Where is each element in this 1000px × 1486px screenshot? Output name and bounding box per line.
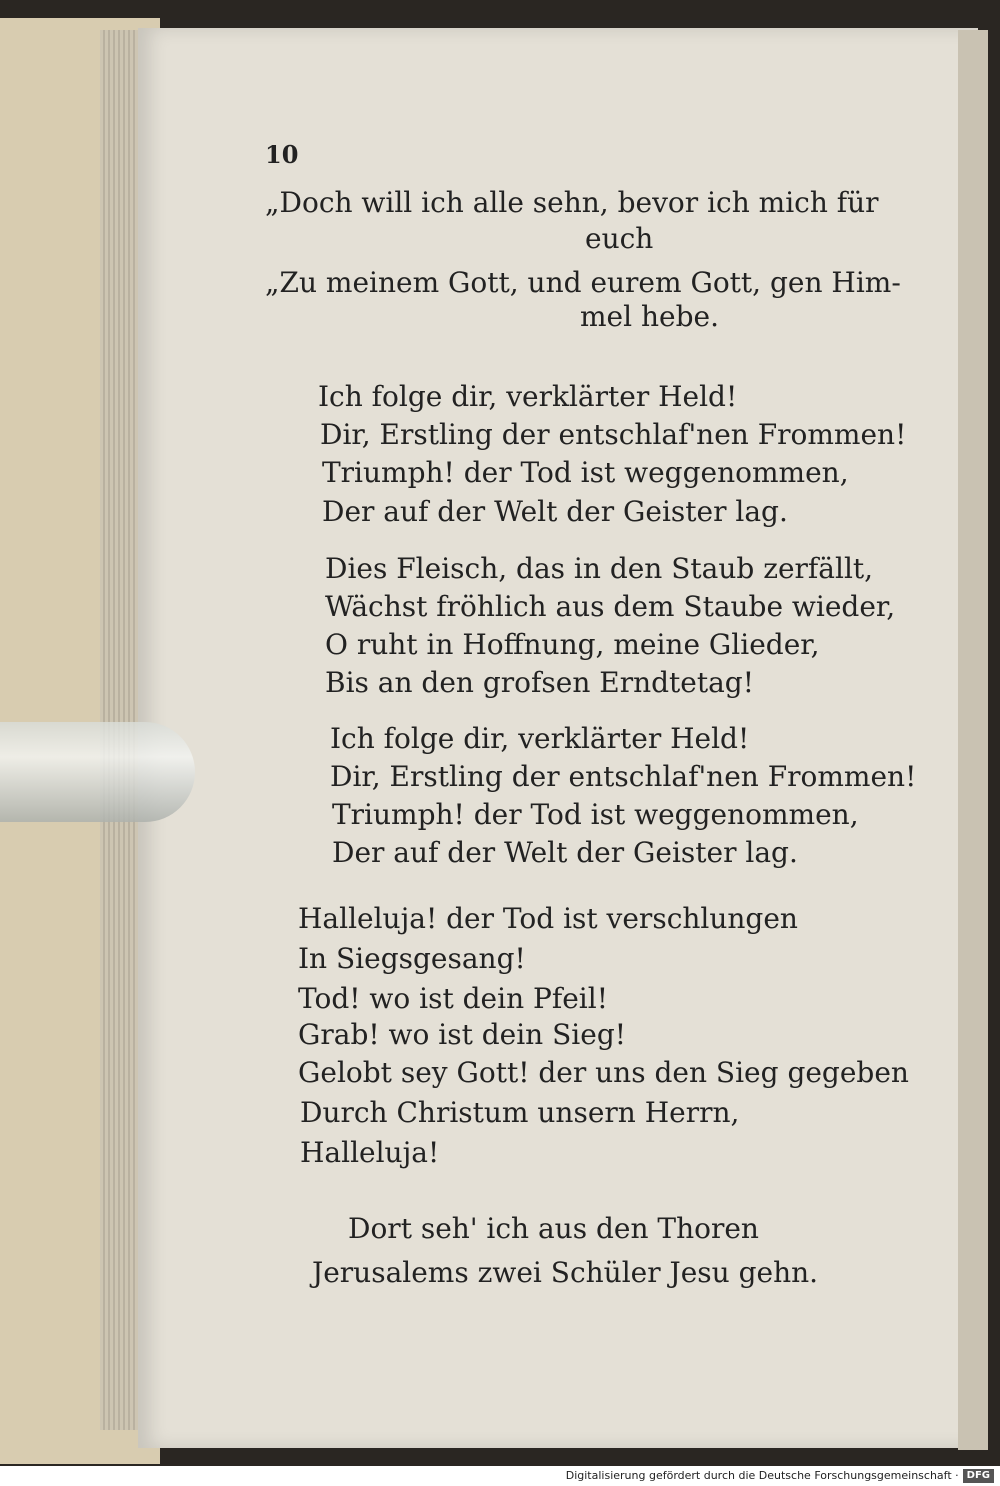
verse-line: „Zu meinem Gott, und eurem Gott, gen Him- <box>265 266 901 299</box>
glass-page-holder <box>0 722 195 822</box>
verse-line: Dir, Erstling der entschlaf'nen Frommen! <box>320 418 907 451</box>
verse-line: mel hebe. <box>580 300 719 333</box>
verse-line: euch <box>585 222 654 255</box>
verse-line: Jerusalems zwei Schüler Jesu gehn. <box>312 1256 819 1289</box>
digitization-footer <box>0 1466 1000 1486</box>
verse-line: Der auf der Welt der Geister lag. <box>322 495 788 528</box>
verse-line: Grab! wo ist dein Sieg! <box>298 1018 626 1051</box>
verse-line: O ruht in Hoffnung, meine Glieder, <box>325 628 820 661</box>
verse-line: Dort seh' ich aus den Thoren <box>348 1212 759 1245</box>
verse-line: Wächst fröhlich aus dem Staube wieder, <box>325 590 896 623</box>
dfg-logo: DFG <box>963 1469 994 1483</box>
verse-line: Gelobt sey Gott! der uns den Sieg gegeben <box>298 1056 909 1089</box>
verse-line: Tod! wo ist dein Pfeil! <box>298 982 608 1015</box>
verse-line: Ich folge dir, verklärter Held! <box>318 380 738 413</box>
verse-line: In Siegsgesang! <box>298 942 526 975</box>
page-number: 10 <box>265 140 299 169</box>
verse-line: Dies Fleisch, das in den Staub zerfällt, <box>325 552 874 585</box>
page-gutter <box>958 30 988 1450</box>
verse-line: Bis an den grofsen Erndtetag! <box>325 666 754 699</box>
verse-line: Triumph! der Tod ist weggenommen, <box>322 456 849 489</box>
verse-line: Der auf der Welt der Geister lag. <box>332 836 798 869</box>
footer-text: Digitalisierung gefördert durch die Deutsche Forschungsgemeinschaft · <box>565 1469 959 1482</box>
verse-line: Dir, Erstling der entschlaf'nen Frommen! <box>330 760 917 793</box>
verse-line: Durch Christum unsern Herrn, <box>300 1096 740 1129</box>
verse-line: „Doch will ich alle sehn, bevor ich mich für <box>265 186 879 219</box>
verse-line: Halleluja! <box>300 1136 440 1169</box>
verse-line: Halleluja! der Tod ist verschlungen <box>298 902 798 935</box>
verse-line: Triumph! der Tod ist weggenommen, <box>332 798 859 831</box>
verse-line: Ich folge dir, verklärter Held! <box>330 722 750 755</box>
